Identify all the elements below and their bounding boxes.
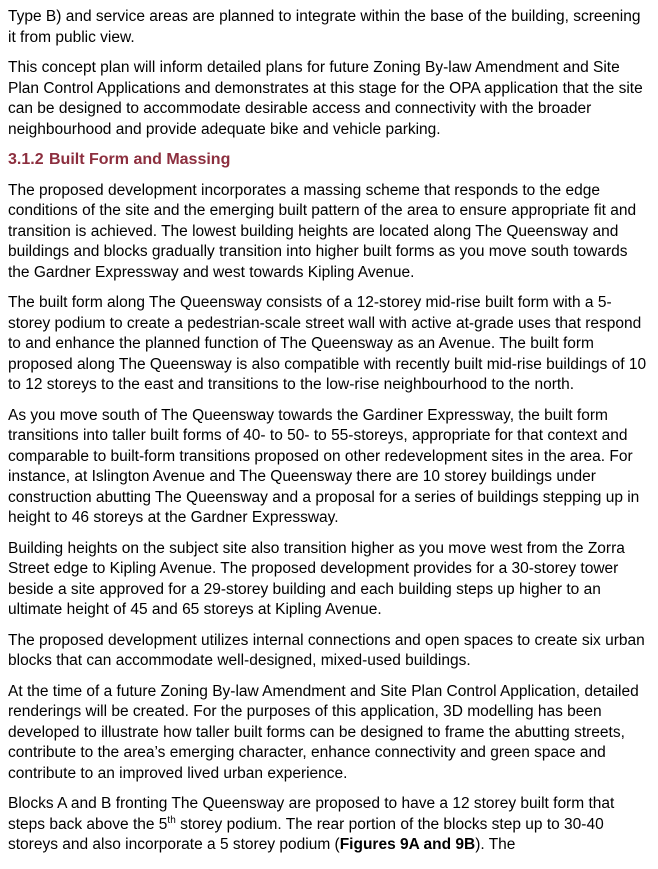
- figure-reference: Figures 9A and 9B: [339, 836, 476, 853]
- paragraph-blocks-a-and-b: [8, 794, 648, 856]
- paragraph-future-applications: At the time of a future Zoning By-law Amendment and Site Plan Control Application, detailed renderings will be created. For the purposes of this application, 3D modelling has been developed to illustrate how taller built forms can be designed to frame the abutting streets, contribute to the area’s emerging character, enhance connectivity and green space and contribute to an improved lived urban experience.: [8, 682, 639, 782]
- blocks-ab-text-end: ). The: [475, 836, 516, 853]
- paragraph-massing-scheme: The proposed development incorporates a massing scheme that responds to the edge conditions of the site and the emerging built pattern of the area to ensure appropriate fit and transition is achieved. The lowest building heights are located along The Queensway and buildings and blocks gradually transition into higher built forms as you move south towards the Gardner Expressway and west towards Kipling Avenue.: [8, 181, 637, 281]
- section-heading-built-form-and-massing: [8, 150, 648, 171]
- paragraph-concept-plan: This concept plan will inform detailed plans for future Zoning By-law Amendment and Site Plan Control Applications and demonstrates at this stage for the OPA application that the site can be designed to accommodate desirable access and connectivity with the broader neighbourhood and provide adequate bike and vehicle parking.: [8, 59, 643, 138]
- paragraph-south-transition: As you move south of The Queensway towards the Gardiner Expressway, the built form transitions into taller built forms of 40- to 50- to 55-storeys, appropriate for that context and comparable to built-form transitions proposed on other redevelopment sites in the area. For instance, at Islington Avenue and The Queensway there are 10 storey buildings under construction abutting The Queensway and a proposal for a series of buildings stepping up in height to 46 storeys at the Gardner Expressway.: [8, 406, 640, 526]
- ordinal-superscript: th: [167, 814, 176, 826]
- paragraph-service-areas: Type B) and service areas are planned to integrate within the base of the building, screening it from public view.: [8, 8, 641, 46]
- paragraph-built-form-queensway: The built form along The Queensway consists of a 12-storey mid-rise built form with a 5-storey podium to create a pedestrian-scale street wall with active at-grade uses that respond to and enhance the planned function of The Queensway as an Avenue. The built form proposed along The Queensway is also compatible with recently built mid-rise buildings of 10 to 12 storeys to the east and transitions to the low-rise neighbourhood to the north.: [8, 294, 647, 393]
- blocks-ab-text-start: Blocks A and B fronting The Queensway are proposed to have a 12 storey built form that steps back above the 5: [8, 795, 615, 833]
- section-heading-number: 3.1.2: [8, 151, 44, 168]
- paragraph-building-heights-west: Building heights on the subject site also transition higher as you move west from the Zorra Street edge to Kipling Avenue. The proposed development provides for a 30-storey tower beside a site approved for a 29-storey building and each building steps up higher to an ultimate height of 45 and 65 storeys at Kipling Avenue.: [8, 539, 625, 618]
- section-heading-title: Built Form and Massing: [49, 151, 231, 168]
- blocks-ab-text-middle: storey podium. The rear portion of the blocks step up to 30-40 storeys and also incorporate a 5 storey podium (: [8, 815, 604, 853]
- paragraph-urban-blocks: The proposed development utilizes internal connections and open spaces to create six urban blocks that can accommodate well-designed, mixed-used buildings.: [8, 631, 645, 669]
